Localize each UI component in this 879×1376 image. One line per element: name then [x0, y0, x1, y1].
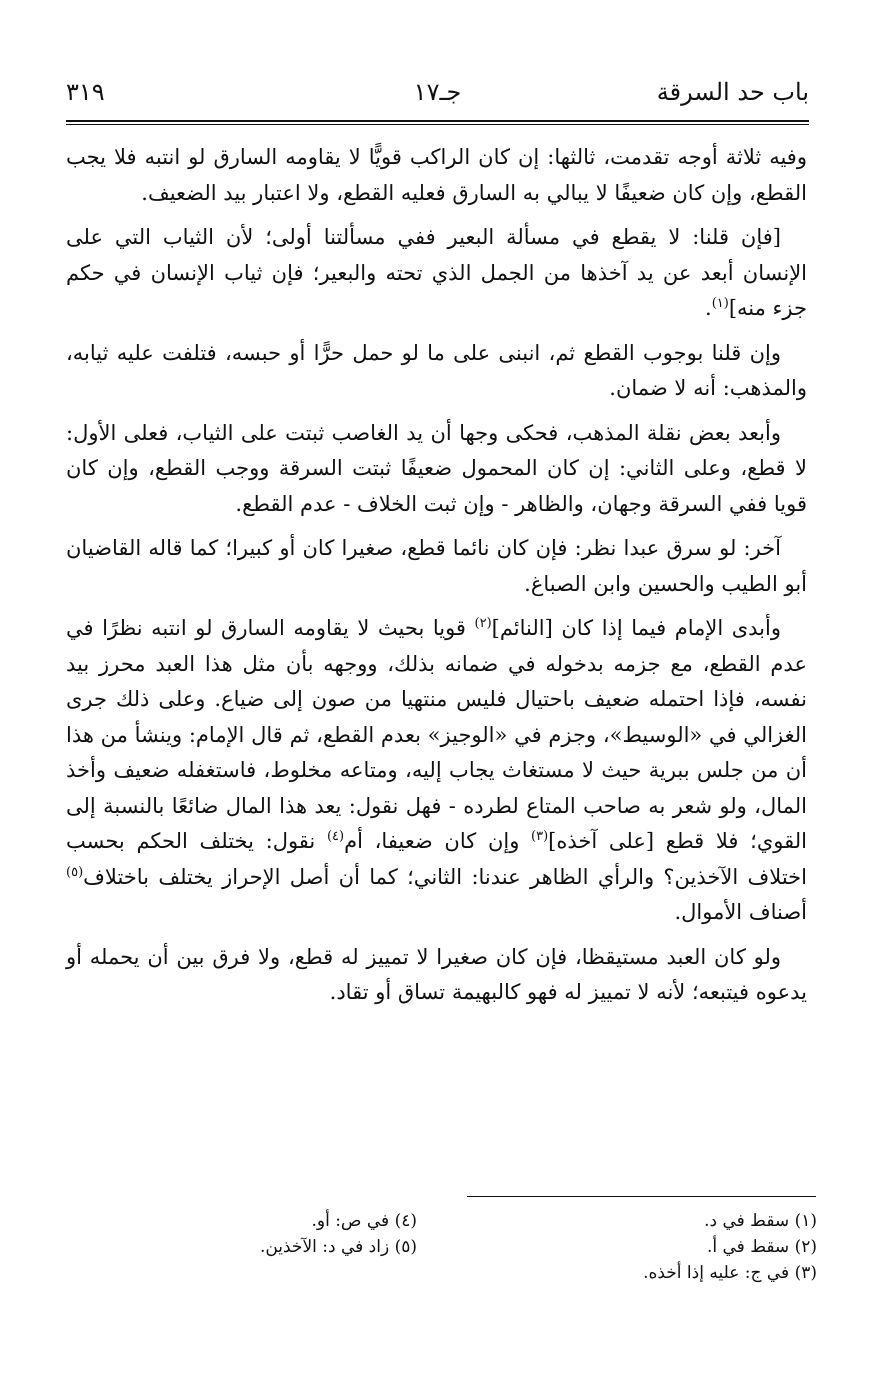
paragraph: [فإن قلنا: لا يقطع في مسألة البعير ففي مسألتنا أولى؛ لأن الثياب التي على الإنسان أبعد عن يد آخذها من الجمل الذي تحته والبعير؛ فإن ثياب الإنسان في حكم جزء منه]$^{(١)}$.: [66, 225, 807, 320]
header-rule-thin: [66, 124, 809, 125]
footnote-2: (٢) سقط في أ.: [706, 1237, 817, 1257]
volume-number: جـ١٧: [413, 78, 462, 106]
footnote-column-left: [87, 1208, 417, 1260]
footnote-ref[interactable]: (١): [711, 296, 729, 311]
paragraph: وإن قلنا بوجوب القطع ثم، انبنى على ما لو حمل حرًّا أو حبسه، فتلفت عليه ثيابه، والمذهب: أنه لا ضمان.: [66, 340, 807, 400]
footnote-separator: [467, 1196, 816, 1197]
footnote-ref[interactable]: (٣): [531, 829, 549, 844]
paragraph: وفيه ثلاثة أوجه تقدمت، ثالثها: إن كان الراكب قويًّا لا يقاومه السارق لو انتبه فلا يجب القطع، وإن كان ضعيفًا لا يبالي به السارق فعليه القطع، ولا اعتبار بيد الضعيف.: [66, 145, 807, 205]
main-text: [66, 140, 807, 1020]
footnote-4: (٤) في ص: أو.: [311, 1211, 417, 1231]
header-rule: [66, 120, 809, 122]
footnote-ref[interactable]: (٢): [474, 616, 492, 631]
footnote-ref[interactable]: (٤): [326, 829, 345, 844]
footnote-ref[interactable]: (٥): [66, 864, 84, 880]
footnote-3: (٣) في ج: عليه إذا أخذه.: [643, 1263, 817, 1283]
chapter-title: باب حد السرقة: [656, 78, 809, 106]
page-number: ٣١٩: [66, 78, 105, 106]
paragraph: ولو كان العبد مستيقظا، فإن كان صغيرا لا تمييز له قطع، ولا فرق بين أن يحمله أو يدعوه فيتبعه؛ لأنه لا تمييز له فهو كالبهيمة تساق أو تقاد.: [66, 944, 807, 1004]
footnote-1: (١) سقط في د.: [704, 1211, 817, 1231]
paragraph: وأبدى الإمام فيما إذا كان [النائم]$^{(٢)}$ قويا بحيث لا يقاومه السارق لو انتبه نظرًا في عدم القطع، مع جزمه بدخوله في ضمانه بذلك، ووجهه بأن مثل هذا العبد محرز بيد نفسه، فإذا احتمله ضعيف باحتيال فليس منتهيا من صون إلى ضياع. وعلى ذلك جرى الغزالي في «الوسيط»، وجزم في «الوجيز» بعدم القطع، ثم قال الإمام: وينشأ من هذا أن من جلس ببرية حيث لا مستغاث يجاب إليه، ومتاعه مخلوط، فاستغفله ضعيف وأخذ المال، ولو شعر به صاحب المتاع لطرده - فهل نقول: يعد هذا المال ضائعًا بالنسبة إلى القوي؛ فلا قطع [على آخذه]$^{(٣)}$ وإن كان ضعيفا، أم$^{(٤)}$ نقول: يختلف الحكم بحسب اختلاف الآخذين؟ والرأي الظاهر عندنا: الثاني؛ كما أن أصل الإحراز يختلف باختلاف$^{(٥)}$ أصناف الأموال.: [66, 616, 807, 924]
footnote-column-right: [487, 1208, 817, 1286]
footnote-5: (٥) زاد في د: الآخذين.: [259, 1237, 417, 1257]
paragraph: آخر: لو سرق عبدا نظر: فإن كان نائما قطع، صغيرا كان أو كبيرا؛ كما قاله القاضيان أبو الطيب والحسين وابن الصباغ.: [66, 536, 807, 596]
running-header: [66, 78, 809, 114]
paragraph: وأبعد بعض نقلة المذهب، فحكى وجها أن يد الغاصب ثبتت على الثياب، فعلى الأول: لا قطع، وعلى الثاني: إن كان المحمول ضعيفًا ثبتت السرقة ووجب القطع، وإن كان قويا ففي السرقة وجهان، والظاهر - وإن ثبت الخلاف - عدم القطع.: [66, 420, 807, 516]
